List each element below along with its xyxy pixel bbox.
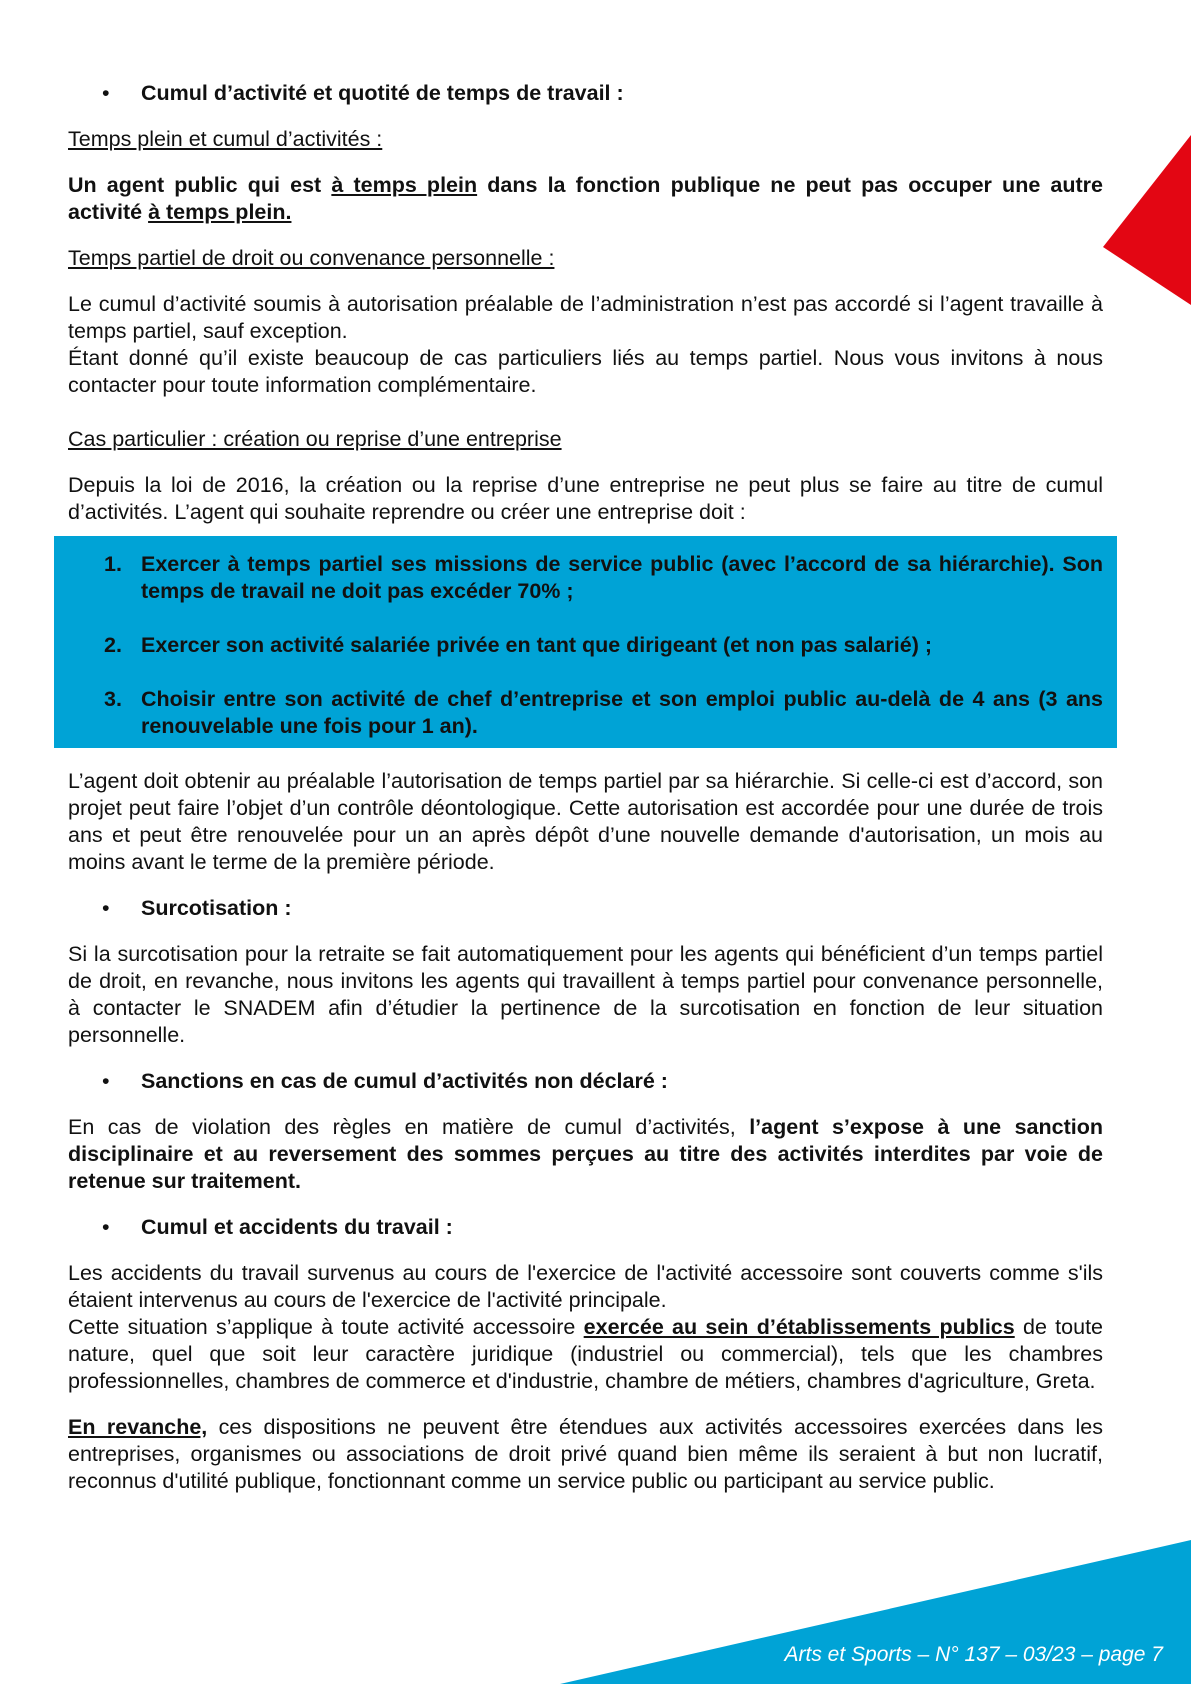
paragraph-temps-plein: Un agent public qui est à temps plein dans la fonction publique ne peut pas occuper une autre activité à temps plein.	[68, 173, 1103, 224]
conditions-list	[68, 551, 1103, 740]
subheading-temps-partiel: Temps partiel de droit ou convenance personnelle :	[68, 246, 555, 270]
section-heading-cumul-quotite	[68, 80, 1103, 107]
subheading-temps-plein: Temps plein et cumul d’activités :	[68, 127, 383, 151]
list-item: 2. Exercer son activité salariée privée en tant que dirigeant (et non pas salarié) ;	[104, 633, 933, 657]
section-title: Cumul d’activité et quotité de temps de travail :	[141, 81, 624, 105]
bullet-icon: •	[102, 896, 110, 920]
paragraph-temps-partiel: Le cumul d’activité soumis à autorisation préalable de l’administration n’est pas accordé si l’agent travaille à temps partiel, sauf exception. Étant donné qu’il existe beaucoup de cas particuliers liés au temps partiel. Nous vous invitons à nous contacter pour toute information complémentaire.	[68, 292, 1103, 397]
list-item: 1. Exercer à temps partiel ses missions de service public (avec l’accord de sa hiérarchie). Son temps de travail ne doit pas excéder 70% ;	[104, 552, 1103, 603]
list-item: 3. Choisir entre son activité de chef d’entreprise et son emploi public au-delà de 4 ans (3 ans renouvelable une fois pour 1 an).	[104, 687, 1103, 738]
paragraph-accidents: Les accidents du travail survenus au cours de l'exercice de l'activité accessoire sont couverts comme s'ils étaient intervenus au cours de l'exercice de l'activité principale. Cette situation s’applique à toute activité accessoire exercée au sein d’établissements publics de toute nature, quel que soit leur caractère juridique (industriel ou commercial), tels que les chambres professionnelles, chambres de commerce et d'industrie, chambre de métiers, chambres d'agriculture, Greta.	[68, 1261, 1103, 1393]
section-title: Cumul et accidents du travail :	[141, 1215, 453, 1239]
paragraph-surcotisation: Si la surcotisation pour la retraite se fait automatiquement pour les agents qui bénéficient d’un temps partiel de droit, en revanche, nous invitons les agents qui travaillent à temps partiel pour convenance personnelle, à contacter le SNADEM afin d’étudier la pertinence de la surcotisation en fonction de leur situation personnelle.	[68, 942, 1103, 1047]
page-content	[68, 80, 1103, 1514]
section-title: Surcotisation :	[141, 896, 292, 920]
conditions-highlight-box	[54, 536, 1117, 748]
section-heading-accidents	[68, 1214, 1103, 1241]
bullet-icon: •	[102, 1069, 110, 1093]
paragraph-en-revanche: En revanche, ces dispositions ne peuvent être étendues aux activités accessoires exercées dans les entreprises, organismes ou associations de droit privé quand bien même ils seraient à but non lucratif, reconnus d'utilité publique, fonctionnant comme un service public ou participant au service public.	[68, 1415, 1104, 1493]
section-heading-sanctions	[68, 1068, 1103, 1095]
paragraph-loi-2016: Depuis la loi de 2016, la création ou la reprise d’une entreprise ne peut plus se faire au titre de cumul d’activités. L’agent qui souhaite reprendre ou créer une entreprise doit :	[68, 473, 1103, 524]
red-triangle-decoration	[1103, 135, 1191, 305]
paragraph-autorisation: L’agent doit obtenir au préalable l’autorisation de temps partiel par sa hiérarchie. Si celle-ci est d’accord, son projet peut faire l’objet d’un contrôle déontologique. Cette autorisation est accordée pour une durée de trois ans et peut être renouvelée pour un an après dépôt d’une nouvelle demande d'autorisation, un mois au moins avant le terme de la première période.	[68, 769, 1103, 874]
page-footer: Arts et Sports – N° 137 – 03/23 – page 7	[784, 1643, 1163, 1666]
subheading-cas-particulier: Cas particulier : création ou reprise d’une entreprise	[68, 427, 562, 451]
bullet-icon: •	[102, 81, 110, 105]
paragraph-sanctions: En cas de violation des règles en matière de cumul d’activités, l’agent s’expose à une sanction disciplinaire et au reversement des sommes perçues au titre des activités interdites par voie de retenue sur traitement.	[68, 1115, 1103, 1193]
bullet-icon: •	[102, 1215, 110, 1239]
section-title: Sanctions en cas de cumul d’activités non déclaré :	[141, 1069, 668, 1093]
section-heading-surcotisation	[68, 895, 1103, 922]
